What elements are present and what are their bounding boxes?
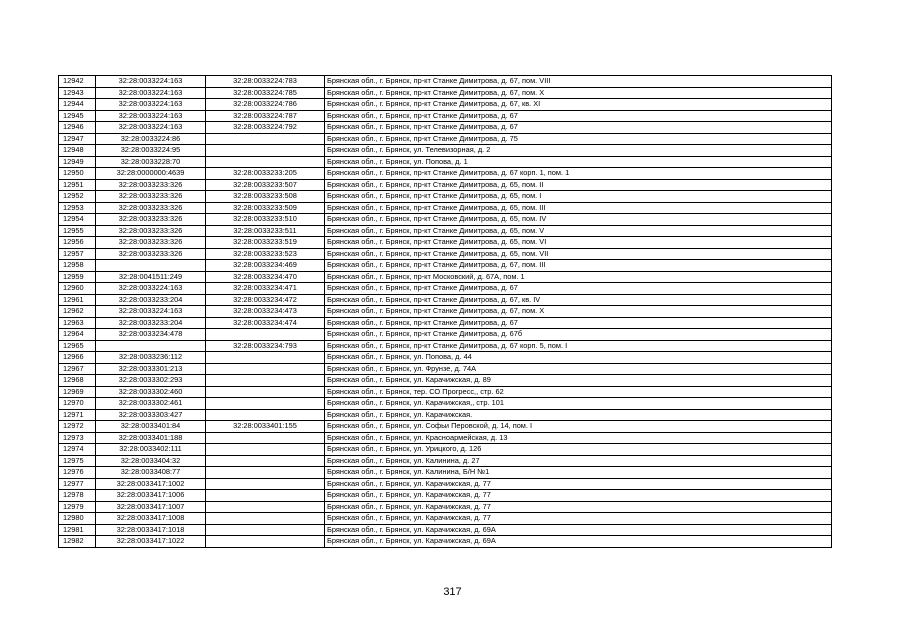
row-number-cell: 12981 xyxy=(59,524,96,536)
object-cadastral-number-cell xyxy=(206,536,325,548)
row-number-cell: 12975 xyxy=(59,455,96,467)
row-number-cell: 12980 xyxy=(59,513,96,525)
address-cell: Брянская обл., г. Брянск, пр-кт Станке Димитрова, д. 65, пом. IV xyxy=(325,214,832,226)
address-cell: Брянская обл., г. Брянск, ул. Карачижская, д. 77 xyxy=(325,478,832,490)
cadastral-number-cell: 32:28:0033236:112 xyxy=(96,352,206,364)
cadastral-number-cell: 32:28:0000000:4639 xyxy=(96,168,206,180)
address-cell: Брянская обл., г. Брянск, пр-кт Станке Димитрова, д. 67, пом. VIII xyxy=(325,76,832,88)
address-cell: Брянская обл., г. Брянск, пр-кт Станке Димитрова, д. 67 корп. 5, пом. I xyxy=(325,340,832,352)
cadastral-number-cell: 32:28:0033302:293 xyxy=(96,375,206,387)
page-number: 317 xyxy=(443,586,462,598)
table-row xyxy=(59,260,832,272)
address-cell: Брянская обл., г. Брянск, пр-кт Станке Димитрова, д. 65, пом. VI xyxy=(325,237,832,249)
table-row xyxy=(59,467,832,479)
object-cadastral-number-cell: 32:28:0033233:511 xyxy=(206,225,325,237)
address-cell: Брянская обл., г. Брянск, пр-кт Московский, д. 67А, пом. 1 xyxy=(325,271,832,283)
row-number-cell: 12967 xyxy=(59,363,96,375)
table-row xyxy=(59,145,832,157)
row-number-cell: 12969 xyxy=(59,386,96,398)
table-row xyxy=(59,524,832,536)
table-row xyxy=(59,478,832,490)
row-number-cell: 12955 xyxy=(59,225,96,237)
table-row xyxy=(59,168,832,180)
object-cadastral-number-cell: 32:28:0033224:787 xyxy=(206,110,325,122)
cadastral-number-cell: 32:28:0033234:478 xyxy=(96,329,206,341)
address-cell: Брянская обл., г. Брянск, пр-кт Станке Димитрова, д. 65, пом. II xyxy=(325,179,832,191)
registry-table-body xyxy=(59,76,832,548)
object-cadastral-number-cell xyxy=(206,375,325,387)
object-cadastral-number-cell xyxy=(206,444,325,456)
object-cadastral-number-cell xyxy=(206,490,325,502)
table-row xyxy=(59,99,832,111)
object-cadastral-number-cell: 32:28:0033401:155 xyxy=(206,421,325,433)
address-cell: Брянская обл., г. Брянск, пр-кт Станке Димитрова, д. 65, пом. III xyxy=(325,202,832,214)
row-number-cell: 12943 xyxy=(59,87,96,99)
table-row xyxy=(59,386,832,398)
table-row xyxy=(59,363,832,375)
table-row xyxy=(59,191,832,203)
address-cell: Брянская обл., г. Брянск, тер. СО Прогресс,, стр. 62 xyxy=(325,386,832,398)
cadastral-number-cell: 32:28:0033224:163 xyxy=(96,110,206,122)
address-cell: Брянская обл., г. Брянск, ул. Калинина, д. 27 xyxy=(325,455,832,467)
registry-table xyxy=(58,75,832,548)
object-cadastral-number-cell xyxy=(206,386,325,398)
object-cadastral-number-cell xyxy=(206,145,325,157)
object-cadastral-number-cell: 32:28:0033234:474 xyxy=(206,317,325,329)
object-cadastral-number-cell: 32:28:0033233:510 xyxy=(206,214,325,226)
table-row xyxy=(59,352,832,364)
object-cadastral-number-cell xyxy=(206,478,325,490)
address-cell: Брянская обл., г. Брянск, ул. Попова, д. 44 xyxy=(325,352,832,364)
row-number-cell: 12944 xyxy=(59,99,96,111)
cadastral-number-cell: 32:28:0041511:249 xyxy=(96,271,206,283)
address-cell: Брянская обл., г. Брянск, ул. Карачижская, д. 89 xyxy=(325,375,832,387)
row-number-cell: 12971 xyxy=(59,409,96,421)
address-cell: Брянская обл., г. Брянск, ул. Калинина, Б/Н №1 xyxy=(325,467,832,479)
cadastral-number-cell: 32:28:0033233:204 xyxy=(96,317,206,329)
table-row xyxy=(59,214,832,226)
object-cadastral-number-cell xyxy=(206,156,325,168)
object-cadastral-number-cell: 32:28:0033233:205 xyxy=(206,168,325,180)
row-number-cell: 12958 xyxy=(59,260,96,272)
object-cadastral-number-cell xyxy=(206,363,325,375)
object-cadastral-number-cell: 32:28:0033233:523 xyxy=(206,248,325,260)
address-cell: Брянская обл., г. Брянск, ул. Карачижская, д. 69А xyxy=(325,536,832,548)
address-cell: Брянская обл., г. Брянск, ул. Урицкого, д. 126 xyxy=(325,444,832,456)
row-number-cell: 12965 xyxy=(59,340,96,352)
cadastral-number-cell: 32:28:0033301:213 xyxy=(96,363,206,375)
cadastral-number-cell: 32:28:0033401:84 xyxy=(96,421,206,433)
cadastral-number-cell: 32:28:0033224:163 xyxy=(96,76,206,88)
cadastral-number-cell: 32:28:0033303:427 xyxy=(96,409,206,421)
table-row xyxy=(59,490,832,502)
cadastral-number-cell: 32:28:0033228:70 xyxy=(96,156,206,168)
address-cell: Брянская обл., г. Брянск, пр-кт Станке Димитрова, д. 67, кв. XI xyxy=(325,99,832,111)
cadastral-number-cell: 32:28:0033417:1006 xyxy=(96,490,206,502)
row-number-cell: 12951 xyxy=(59,179,96,191)
table-row xyxy=(59,202,832,214)
cadastral-number-cell: 32:28:0033224:163 xyxy=(96,99,206,111)
row-number-cell: 12964 xyxy=(59,329,96,341)
table-row xyxy=(59,179,832,191)
cadastral-number-cell: 32:28:0033224:163 xyxy=(96,283,206,295)
cadastral-number-cell: 32:28:0033233:326 xyxy=(96,214,206,226)
row-number-cell: 12968 xyxy=(59,375,96,387)
cadastral-number-cell: 32:28:0033224:163 xyxy=(96,87,206,99)
table-row xyxy=(59,237,832,249)
address-cell: Брянская обл., г. Брянск, ул. Фрунзе, д. 74А xyxy=(325,363,832,375)
row-number-cell: 12952 xyxy=(59,191,96,203)
cadastral-number-cell xyxy=(96,340,206,352)
address-cell: Брянская обл., г. Брянск, пр-кт Станке Димитрова, д. 67, пом. III xyxy=(325,260,832,272)
object-cadastral-number-cell xyxy=(206,524,325,536)
address-cell: Брянская обл., г. Брянск, пр-кт Станке Димитрова, д. 67 xyxy=(325,122,832,134)
object-cadastral-number-cell: 32:28:0033224:783 xyxy=(206,76,325,88)
cadastral-number-cell: 32:28:0033233:204 xyxy=(96,294,206,306)
table-row xyxy=(59,444,832,456)
address-cell: Брянская обл., г. Брянск, пр-кт Станке Димитрова, д. 65, пом. I xyxy=(325,191,832,203)
object-cadastral-number-cell: 32:28:0033233:519 xyxy=(206,237,325,249)
cadastral-number-cell: 32:28:0033404:32 xyxy=(96,455,206,467)
object-cadastral-number-cell xyxy=(206,501,325,513)
cadastral-number-cell: 32:28:0033417:1022 xyxy=(96,536,206,548)
address-cell: Брянская обл., г. Брянск, ул. Попова, д. 1 xyxy=(325,156,832,168)
object-cadastral-number-cell xyxy=(206,398,325,410)
table-row xyxy=(59,432,832,444)
cadastral-number-cell: 32:28:0033417:1007 xyxy=(96,501,206,513)
address-cell: Брянская обл., г. Брянск, ул. Карачижская, д. 77 xyxy=(325,501,832,513)
row-number-cell: 12966 xyxy=(59,352,96,364)
address-cell: Брянская обл., г. Брянск, пр-кт Станке Димитрова, д. 67 xyxy=(325,110,832,122)
row-number-cell: 12945 xyxy=(59,110,96,122)
row-number-cell: 12977 xyxy=(59,478,96,490)
row-number-cell: 12949 xyxy=(59,156,96,168)
address-cell: Брянская обл., г. Брянск, пр-кт Станке Димитрова, д. 67, пом. X xyxy=(325,306,832,318)
row-number-cell: 12973 xyxy=(59,432,96,444)
cadastral-number-cell: 32:28:0033233:326 xyxy=(96,191,206,203)
table-row xyxy=(59,133,832,145)
object-cadastral-number-cell xyxy=(206,455,325,467)
table-row xyxy=(59,294,832,306)
table-row xyxy=(59,317,832,329)
row-number-cell: 12956 xyxy=(59,237,96,249)
object-cadastral-number-cell xyxy=(206,513,325,525)
cadastral-number-cell: 32:28:0033417:1018 xyxy=(96,524,206,536)
row-number-cell: 12976 xyxy=(59,467,96,479)
cadastral-number-cell: 32:28:0033224:163 xyxy=(96,306,206,318)
table-row xyxy=(59,398,832,410)
row-number-cell: 12962 xyxy=(59,306,96,318)
cadastral-number-cell: 32:28:0033417:1008 xyxy=(96,513,206,525)
object-cadastral-number-cell xyxy=(206,432,325,444)
cadastral-number-cell: 32:28:0033233:326 xyxy=(96,179,206,191)
row-number-cell: 12942 xyxy=(59,76,96,88)
table-row xyxy=(59,271,832,283)
table-row xyxy=(59,501,832,513)
row-number-cell: 12946 xyxy=(59,122,96,134)
cadastral-number-cell: 32:28:0033402:111 xyxy=(96,444,206,456)
object-cadastral-number-cell xyxy=(206,133,325,145)
row-number-cell: 12963 xyxy=(59,317,96,329)
row-number-cell: 12953 xyxy=(59,202,96,214)
cadastral-number-cell: 32:28:0033224:163 xyxy=(96,122,206,134)
row-number-cell: 12950 xyxy=(59,168,96,180)
table-row xyxy=(59,110,832,122)
object-cadastral-number-cell: 32:28:0033224:792 xyxy=(206,122,325,134)
row-number-cell: 12978 xyxy=(59,490,96,502)
table-row xyxy=(59,76,832,88)
address-cell: Брянская обл., г. Брянск, ул. Красноармейская, д. 13 xyxy=(325,432,832,444)
table-row xyxy=(59,329,832,341)
cadastral-number-cell: 32:28:0033401:188 xyxy=(96,432,206,444)
address-cell: Брянская обл., г. Брянск, пр-кт Станке Димитрова, д. 67 xyxy=(325,317,832,329)
row-number-cell: 12982 xyxy=(59,536,96,548)
row-number-cell: 12960 xyxy=(59,283,96,295)
table-row xyxy=(59,283,832,295)
table-row xyxy=(59,225,832,237)
cadastral-number-cell: 32:28:0033233:326 xyxy=(96,225,206,237)
address-cell: Брянская обл., г. Брянск, пр-кт Станке Димитрова, д. 67 xyxy=(325,283,832,295)
address-cell: Брянская обл., г. Брянск, пр-кт Станке Димитрова, д. 67б xyxy=(325,329,832,341)
address-cell: Брянская обл., г. Брянск, пр-кт Станке Димитрова, д. 67, пом. X xyxy=(325,87,832,99)
table-row xyxy=(59,409,832,421)
cadastral-number-cell xyxy=(96,260,206,272)
table-row xyxy=(59,536,832,548)
row-number-cell: 12947 xyxy=(59,133,96,145)
row-number-cell: 12954 xyxy=(59,214,96,226)
cadastral-number-cell: 32:28:0033417:1002 xyxy=(96,478,206,490)
address-cell: Брянская обл., г. Брянск, ул. Софьи Перовской, д. 14, пом. I xyxy=(325,421,832,433)
object-cadastral-number-cell: 32:28:0033224:786 xyxy=(206,99,325,111)
table-row xyxy=(59,87,832,99)
row-number-cell: 12972 xyxy=(59,421,96,433)
address-cell: Брянская обл., г. Брянск, пр-кт Станке Димитрова, д. 67 корп. 1, пом. 1 xyxy=(325,168,832,180)
row-number-cell: 12948 xyxy=(59,145,96,157)
table-row xyxy=(59,513,832,525)
table-row xyxy=(59,248,832,260)
address-cell: Брянская обл., г. Брянск, пр-кт Станке Димитрова, д. 67, кв. IV xyxy=(325,294,832,306)
row-number-cell: 12959 xyxy=(59,271,96,283)
table-row xyxy=(59,122,832,134)
cadastral-number-cell: 32:28:0033302:460 xyxy=(96,386,206,398)
address-cell: Брянская обл., г. Брянск, ул. Карачижская, д. 77 xyxy=(325,490,832,502)
row-number-cell: 12979 xyxy=(59,501,96,513)
object-cadastral-number-cell: 32:28:0033234:470 xyxy=(206,271,325,283)
cadastral-number-cell: 32:28:0033224:95 xyxy=(96,145,206,157)
table-row xyxy=(59,375,832,387)
address-cell: Брянская обл., г. Брянск, пр-кт Станке Димитрова, д. 65, пом. V xyxy=(325,225,832,237)
object-cadastral-number-cell xyxy=(206,352,325,364)
object-cadastral-number-cell: 32:28:0033234:472 xyxy=(206,294,325,306)
object-cadastral-number-cell: 32:28:0033233:508 xyxy=(206,191,325,203)
row-number-cell: 12974 xyxy=(59,444,96,456)
address-cell: Брянская обл., г. Брянск, пр-кт Станке Димитрова, д. 65, пом. VII xyxy=(325,248,832,260)
cadastral-number-cell: 32:28:0033408:77 xyxy=(96,467,206,479)
object-cadastral-number-cell: 32:28:0033234:793 xyxy=(206,340,325,352)
table-row xyxy=(59,421,832,433)
address-cell: Брянская обл., г. Брянск, пр-кт Станке Димитрова, д. 75 xyxy=(325,133,832,145)
object-cadastral-number-cell: 32:28:0033234:471 xyxy=(206,283,325,295)
address-cell: Брянская обл., г. Брянск, ул. Карачижская,, стр. 101 xyxy=(325,398,832,410)
cadastral-number-cell: 32:28:0033302:461 xyxy=(96,398,206,410)
table-row xyxy=(59,455,832,467)
cadastral-number-cell: 32:28:0033233:326 xyxy=(96,237,206,249)
object-cadastral-number-cell xyxy=(206,467,325,479)
object-cadastral-number-cell xyxy=(206,409,325,421)
object-cadastral-number-cell: 32:28:0033234:473 xyxy=(206,306,325,318)
cadastral-number-cell: 32:28:0033233:326 xyxy=(96,248,206,260)
table-row xyxy=(59,306,832,318)
object-cadastral-number-cell: 32:28:0033234:469 xyxy=(206,260,325,272)
table-row xyxy=(59,340,832,352)
cadastral-number-cell: 32:28:0033224:86 xyxy=(96,133,206,145)
cadastral-number-cell: 32:28:0033233:326 xyxy=(96,202,206,214)
table-row xyxy=(59,156,832,168)
address-cell: Брянская обл., г. Брянск, ул. Карачижская, д. 69А xyxy=(325,524,832,536)
row-number-cell: 12970 xyxy=(59,398,96,410)
object-cadastral-number-cell: 32:28:0033233:507 xyxy=(206,179,325,191)
row-number-cell: 12957 xyxy=(59,248,96,260)
address-cell: Брянская обл., г. Брянск, ул. Карачижская, д. 77 xyxy=(325,513,832,525)
address-cell: Брянская обл., г. Брянск, ул. Телевизорная, д. 2 xyxy=(325,145,832,157)
object-cadastral-number-cell: 32:28:0033233:509 xyxy=(206,202,325,214)
row-number-cell: 12961 xyxy=(59,294,96,306)
address-cell: Брянская обл., г. Брянск, ул. Карачижская. xyxy=(325,409,832,421)
object-cadastral-number-cell: 32:28:0033224:785 xyxy=(206,87,325,99)
object-cadastral-number-cell xyxy=(206,329,325,341)
